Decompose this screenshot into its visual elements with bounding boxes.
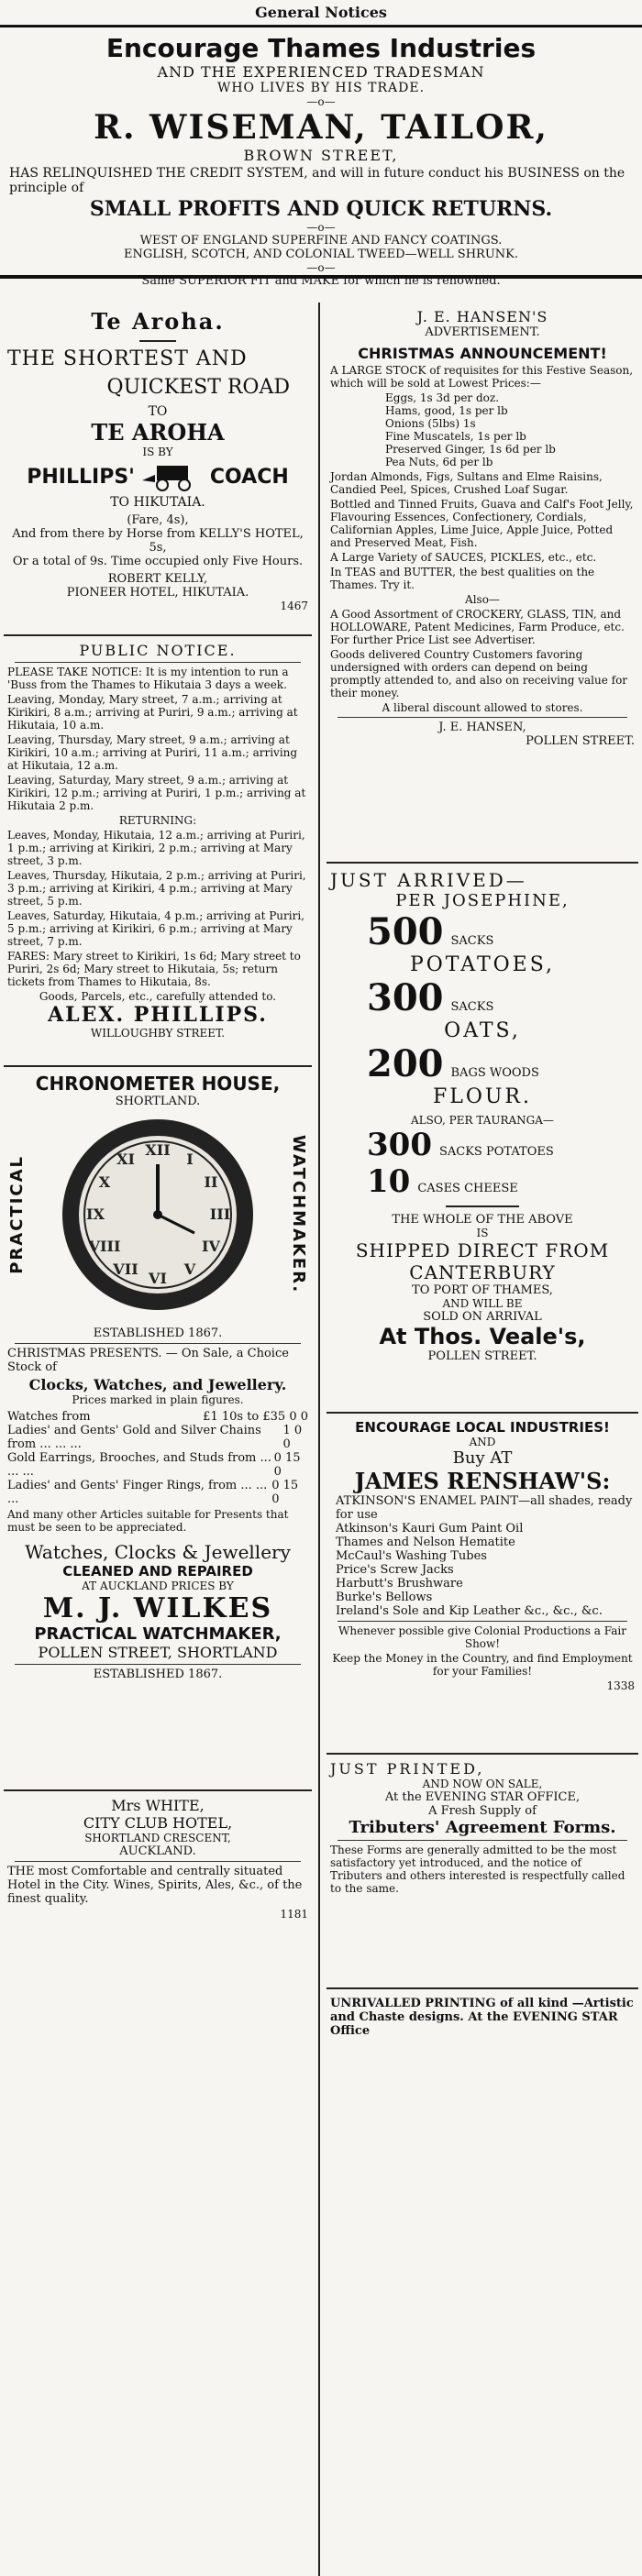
separator: —o— (306, 95, 336, 108)
white-body: THE most Comfortable and centrally situated Hotel in the City. Wines, Spirits, Ales, &c., of the finest quality. (7, 1865, 303, 1906)
renshaw-item: McCaul's Washing Tubes (336, 1549, 487, 1563)
chrono-other: And many other Articles suitable for Presents that must be seen to be appreciated. (7, 1508, 289, 1534)
svg-text:VII: VII (113, 1260, 138, 1278)
produce-row (367, 1163, 635, 1200)
renshaw-name: JAMES RENSHAW'S: (354, 1468, 611, 1494)
produce-qty: 300 (367, 1127, 432, 1163)
renshaw-item: ATKINSON'S ENAMEL PAINT—all shades, ready for use (336, 1494, 633, 1522)
svg-text:V: V (183, 1260, 196, 1278)
hansen-bottled: Bottled and Tinned Fruits, Guava and Calf's Foot Jelly, Flavouring Essences, Confectionery, Cordials, Californian Apples, Lime Juice, Apple Juice, Potted and Preserved Meat, Fish. (330, 498, 634, 549)
rule (15, 662, 301, 663)
renshaw-items (330, 1494, 635, 1618)
renshaw-keep: Keep the Money in the Country, and find Employment for your Families! (332, 1652, 633, 1678)
hansen-street: POLLEN STREET. (526, 734, 635, 748)
notice-leaving-1: Leaving, Monday, Mary street, 7 a.m.; arriving at Kirikiri, 8 a.m.; arriving at Puriri, 9 a.m.; arriving at Hikutaia, 10 a.m. (7, 693, 298, 732)
white-hotel: CITY CLUB HOTEL, (83, 1814, 233, 1832)
produce-unit: SACKS POTATOES (438, 1145, 554, 1159)
coach-icon (140, 462, 205, 491)
price-row (7, 1479, 308, 1506)
price-item: Ladies' and Gents' Finger Rings, from ... ... ... (7, 1479, 268, 1506)
rule (15, 1861, 301, 1862)
coach-label: COACH (209, 465, 289, 489)
aroha-fare: (Fare, 4s), (127, 513, 189, 527)
chrono-trade: PRACTICAL WATCHMAKER, (34, 1624, 282, 1644)
svg-text:XI: XI (116, 1150, 135, 1168)
hansen-item: Preserved Ginger, 1s 6d per lb (385, 443, 556, 456)
chrono-right-word: WATCHMAKER. (289, 1135, 308, 1294)
rule (338, 1840, 627, 1841)
produce-qty: 10 (367, 1163, 411, 1200)
chrono-est2: ESTABLISHED 1867. (93, 1668, 223, 1681)
renshaw-whenever: Whenever possible give Colonial Productions a Fair Show! (338, 1624, 626, 1650)
aroha-kelly: ROBERT KELLY, (107, 572, 208, 586)
coach-name: PHILLIPS' (27, 465, 135, 489)
forms-just: JUST PRINTED, (330, 1760, 485, 1778)
wiseman-subline: AND THE EXPERIENCED TRADESMAN (157, 63, 485, 81)
renshaw-item: Burke's Bellows (336, 1591, 433, 1604)
aroha-line4: TE AROHA (91, 419, 225, 446)
price-row (7, 1451, 308, 1479)
wiseman-fit: Same SUPERIOR FIT and MAKE for which he is renowned. (141, 274, 501, 288)
notice-fares: FARES: Mary street to Kirikiri, 1s 6d; Mary street to Puriri, 2s 6d; Mary street to Hikutaia, 5s; return tickets from Thames to Hikutaia, 8s. (7, 950, 301, 988)
white-addr: SHORTLAND CRESCENT, (84, 1832, 231, 1844)
price-row (7, 1424, 308, 1451)
svg-text:I: I (186, 1150, 194, 1168)
hansen-goods: Goods delivered Country Customers favoring undersigned with orders can depend on being promptly attended to, and also on receiving value for their money. (330, 648, 628, 699)
right-column (327, 303, 638, 2045)
notice-returning: RETURNING: (118, 814, 197, 827)
dash (139, 340, 176, 342)
aroha-line6: TO HIKUTAIA. (110, 495, 205, 510)
ad-number: 1338 (606, 1679, 635, 1692)
veale-will: AND WILL BE (442, 1297, 523, 1310)
white-name: Mrs WHITE, (111, 1797, 205, 1814)
chrono-street: POLLEN STREET, SHORTLAND (38, 1644, 278, 1661)
aroha-line5: IS BY (142, 446, 173, 458)
price-row (7, 1410, 308, 1424)
produce-row (367, 976, 635, 1019)
aroha-line8: Or a total of 9s. Time occupied only Five Hours. (12, 555, 304, 568)
ad-number: 1181 (280, 1908, 308, 1921)
hansen-item: Pea Nuts, 6d per lb (385, 456, 493, 468)
veale-shipped: SHIPPED DIRECT FROM (355, 1239, 610, 1261)
aroha-pioneer: PIONEER HOTEL, HIKUTAIA. (66, 586, 249, 600)
dash (446, 1205, 519, 1207)
chrono-xmas: CHRISTMAS PRESENTS. — On Sale, a Choice Stock of (7, 1347, 289, 1374)
tributers-forms-advert (327, 1755, 638, 1989)
forms-office: At the EVENING STAR OFFICE, (384, 1790, 581, 1804)
veale-just: JUST ARRIVED— (330, 869, 527, 891)
produce-item: POTATOES, (409, 953, 556, 976)
wiseman-goods1: WEST OF ENGLAND SUPERFINE AND FANCY COATINGS. (139, 234, 503, 248)
left-column (4, 303, 312, 1926)
chrono-left-word: PRACTICAL (7, 1155, 27, 1274)
notice-title: PUBLIC NOTICE. (79, 642, 237, 659)
produce-item: OATS, (444, 1019, 521, 1042)
svg-text:III: III (209, 1205, 231, 1223)
renshaw-and: AND (469, 1436, 496, 1448)
forms-body: These Forms are generally admitted to be the most satisfactory yet introduced, and the notice of Tributers and others interested is respectfully called to the same. (330, 1844, 625, 1895)
public-notice-advert (4, 636, 312, 1067)
rule (338, 717, 627, 718)
chrono-name: M. J. WILKES (42, 1592, 273, 1624)
chrono-auckland: AT AUCKLAND PRICES BY (82, 1580, 234, 1592)
rule (338, 1621, 627, 1622)
clock-icon (57, 1114, 259, 1316)
header-rule (0, 25, 642, 28)
veale-at: At Thos. Veale's, (379, 1324, 586, 1349)
aroha-line3: TO (148, 404, 168, 419)
renshaw-buy: Buy AT (452, 1448, 513, 1468)
chrono-prices: Prices marked in plain figures. (72, 1393, 244, 1406)
chronometer-house-advert (4, 1067, 312, 1791)
hansen-crockery: A Good Assortment of CROCKERY, GLASS, TIN, and HOLLOWARE, Patent Medicines, Farm Produce, etc. For further Price List see Advertiser. (330, 608, 625, 646)
hansen-discount: A liberal discount allowed to stores. (382, 701, 583, 714)
notice-leaves-2: Leaves, Thursday, Hikutaia, 2 p.m.; arriving at Puriri, 3 p.m.; arriving at Kirikiri, 4 p.m.; arriving at Mary street, 5 p.m. (7, 869, 306, 908)
renshaw-item: Harbutt's Brushware (336, 1577, 463, 1591)
price-value: 0 15 0 (273, 1451, 301, 1479)
hansen-sub: ADVERTISEMENT. (425, 325, 540, 339)
wiseman-slogan: SMALL PROFITS AND QUICK RETURNS. (89, 197, 553, 221)
notice-name: ALEX. PHILLIPS. (48, 1003, 268, 1027)
renshaw-item: Atkinson's Kauri Gum Paint Oil (336, 1522, 524, 1536)
produce-row (367, 1042, 635, 1085)
hansen-item: Fine Muscatels, 1s per lb (385, 430, 526, 443)
price-value: 1 0 0 (282, 1424, 303, 1451)
wiseman-advert (0, 31, 642, 288)
page-header: General Notices (255, 4, 387, 21)
veale-advert (327, 864, 638, 1414)
wiseman-subline2: WHO LIVES BY HIS TRADE. (216, 81, 426, 95)
svg-text:VI: VI (149, 1270, 167, 1287)
wiseman-name: R. WISEMAN, TAILOR, (94, 108, 548, 147)
veale-street: POLLEN STREET. (427, 1349, 537, 1363)
separator: —o— (306, 261, 336, 274)
renshaw-item: Price's Screw Jacks (336, 1563, 454, 1577)
notice-leaves-1: Leaves, Monday, Hikutaia, 12 a.m.; arriving at Puriri, 1 p.m.; arriving at Kirikiri, 2 p.m.; arriving at Mary street, 3 p.m. (7, 829, 305, 867)
aroha-line2: QUICKEST ROAD (106, 376, 290, 399)
hansen-teas: In TEAS and BUTTER, the best qualities on the Thames. Try it. (330, 566, 595, 591)
city-club-hotel-advert (4, 1791, 312, 1926)
produce-row (367, 1127, 635, 1163)
veale-whole: THE WHOLE OF THE ABOVE (392, 1213, 573, 1227)
wiseman-street: BROWN STREET, (243, 147, 399, 164)
chrono-est: ESTABLISHED 1867. (93, 1327, 223, 1340)
produce-unit: SACKS (450, 934, 494, 948)
te-aroha-advert (4, 303, 312, 636)
produce-unit: SACKS (450, 1000, 494, 1014)
printing-body: UNRIVALLED PRINTING of all kind —Artistic and Chaste designs. At the EVENING STAR Office (330, 1997, 634, 2038)
column-divider (318, 303, 320, 2576)
hansen-title: J. E. HANSEN'S (416, 308, 548, 325)
svg-text:II: II (204, 1173, 218, 1191)
veale-sold: SOLD ON ARRIVAL (423, 1310, 542, 1324)
produce-unit: BAGS WOODS (450, 1066, 539, 1080)
notice-leaving-3: Leaving, Saturday, Mary street, 9 a.m.; arriving at Kirikiri, 12 p.m.; arriving at Puriri, 1 p.m.; arriving at Hikutaia 2 p.m. (7, 774, 306, 812)
hansen-also: Also— (465, 593, 500, 606)
hansen-xmas: CHRISTMAS ANNOUNCEMENT! (358, 345, 607, 362)
printing-advert (327, 1989, 638, 2045)
veale-canterbury: CANTERBURY (409, 1261, 556, 1283)
hansen-advert (327, 303, 638, 864)
te-aroha-title: Te Aroha. (91, 308, 225, 335)
produce-qty: 500 (367, 910, 444, 953)
notice-leaving-2: Leaving, Thursday, Mary street, 9 a.m.; arriving at Kirikiri, 10 a.m.; arriving at Puriri, 11 a.m.; arriving at Hikutaia, 12 a.m. (7, 733, 298, 772)
rule (15, 1343, 301, 1344)
white-city: AUCKLAND. (119, 1844, 196, 1858)
hansen-variety: A Large Variety of SAUCES, PICKLES, etc., etc. (330, 551, 597, 564)
hansen-item: Onions (5lbs) 1s (385, 417, 476, 430)
svg-text:VIII: VIII (88, 1238, 121, 1255)
hansen-items (330, 391, 635, 468)
forms-title: Tributers' Agreement Forms. (349, 1818, 616, 1837)
price-value: 0 15 0 (271, 1479, 299, 1506)
columns (0, 303, 642, 2576)
svg-text:XII: XII (145, 1141, 171, 1159)
produce-item: FLOUR. (432, 1085, 532, 1108)
renshaw-item: Ireland's Sole and Kip Leather &c., &c., &c. (336, 1604, 603, 1618)
renshaw-item: Thames and Nelson Hematite (336, 1536, 515, 1549)
produce-qty: 200 (367, 1042, 444, 1085)
rule (15, 1664, 301, 1665)
forms-sale: AND NOW ON SALE, (422, 1778, 543, 1790)
chrono-cleaned: CLEANED AND REPAIRED (62, 1563, 253, 1580)
produce-qty: 300 (367, 976, 444, 1019)
wiseman-body: HAS RELINQUISHED THE CREDIT SYSTEM, and will in future conduct his BUSINESS on the principle of (9, 166, 625, 195)
separator: —o— (306, 221, 336, 234)
produce-unit: CASES CHEESE (417, 1182, 518, 1195)
chrono-title: CHRONOMETER HOUSE, (35, 1073, 281, 1095)
notice-street: WILLOUGHBY STREET. (90, 1027, 226, 1040)
price-item: Gold Earrings, Brooches, and Studs from ... ... ... (7, 1451, 271, 1479)
renshaw-enc: ENCOURAGE LOCAL INDUSTRIES! (355, 1419, 610, 1436)
wiseman-goods2: ENGLISH, SCOTCH, AND COLONIAL TWEED—WELL SHRUNK. (123, 248, 519, 261)
wiseman-headline: Encourage Thames Industries (105, 33, 537, 63)
notice-goods: Goods, Parcels, etc., carefully attended to. (39, 990, 277, 1003)
forms-supply: A Fresh Supply of (428, 1804, 537, 1818)
hansen-intro: A LARGE STOCK of requisites for this Festive Season, which will be sold at Lowest Prices:— (330, 364, 634, 390)
notice-leaves-3: Leaves, Saturday, Hikutaia, 4 p.m.; arriving at Puriri, 5 p.m.; arriving at Kirikiri, 6 p.m.; arriving at Mary street, 7 p.m. (7, 909, 304, 948)
price-value: £1 10s to £35 0 0 (203, 1410, 308, 1424)
aroha-line7: And from there by Horse from KELLY'S HOTEL, 5s, (12, 527, 304, 555)
veale-tauranga: ALSO, PER TAURANGA— (411, 1114, 554, 1127)
notice-intro: PLEASE TAKE NOTICE: It is my intention to run a 'Buss from the Thames to Hikutaia 3 days a week. (7, 666, 289, 691)
produce-row (367, 910, 635, 953)
hansen-jordan: Jordan Almonds, Figs, Sultans and Elme Raisins, Candied Peel, Spices, Crushed Loaf Sugar. (330, 470, 603, 496)
chrono-place: SHORTLAND. (115, 1095, 201, 1108)
aroha-line1: THE SHORTEST AND (7, 347, 248, 370)
renshaw-advert (327, 1414, 638, 1755)
veale-port: TO PORT OF THAMES, (412, 1283, 553, 1297)
svg-text:IV: IV (202, 1238, 220, 1255)
svg-text:X: X (98, 1173, 111, 1191)
hansen-item: Eggs, 1s 3d per doz. (385, 391, 500, 404)
price-item: Ladies' and Gents' Gold and Silver Chains from ... ... ... (7, 1424, 261, 1451)
veale-is: IS (476, 1227, 489, 1239)
veale-per: PER JOSEPHINE, (395, 891, 570, 910)
chrono-wcj: Watches, Clocks & Jewellery (25, 1541, 291, 1563)
chrono-stock: Clocks, Watches, and Jewellery. (28, 1376, 287, 1393)
hansen-name: J. E. HANSEN, (438, 721, 526, 734)
ad-number: 1467 (280, 600, 308, 612)
hansen-item: Hams, good, 1s per lb (385, 404, 508, 417)
svg-text:IX: IX (86, 1205, 105, 1223)
price-item: Watches from (7, 1410, 91, 1424)
